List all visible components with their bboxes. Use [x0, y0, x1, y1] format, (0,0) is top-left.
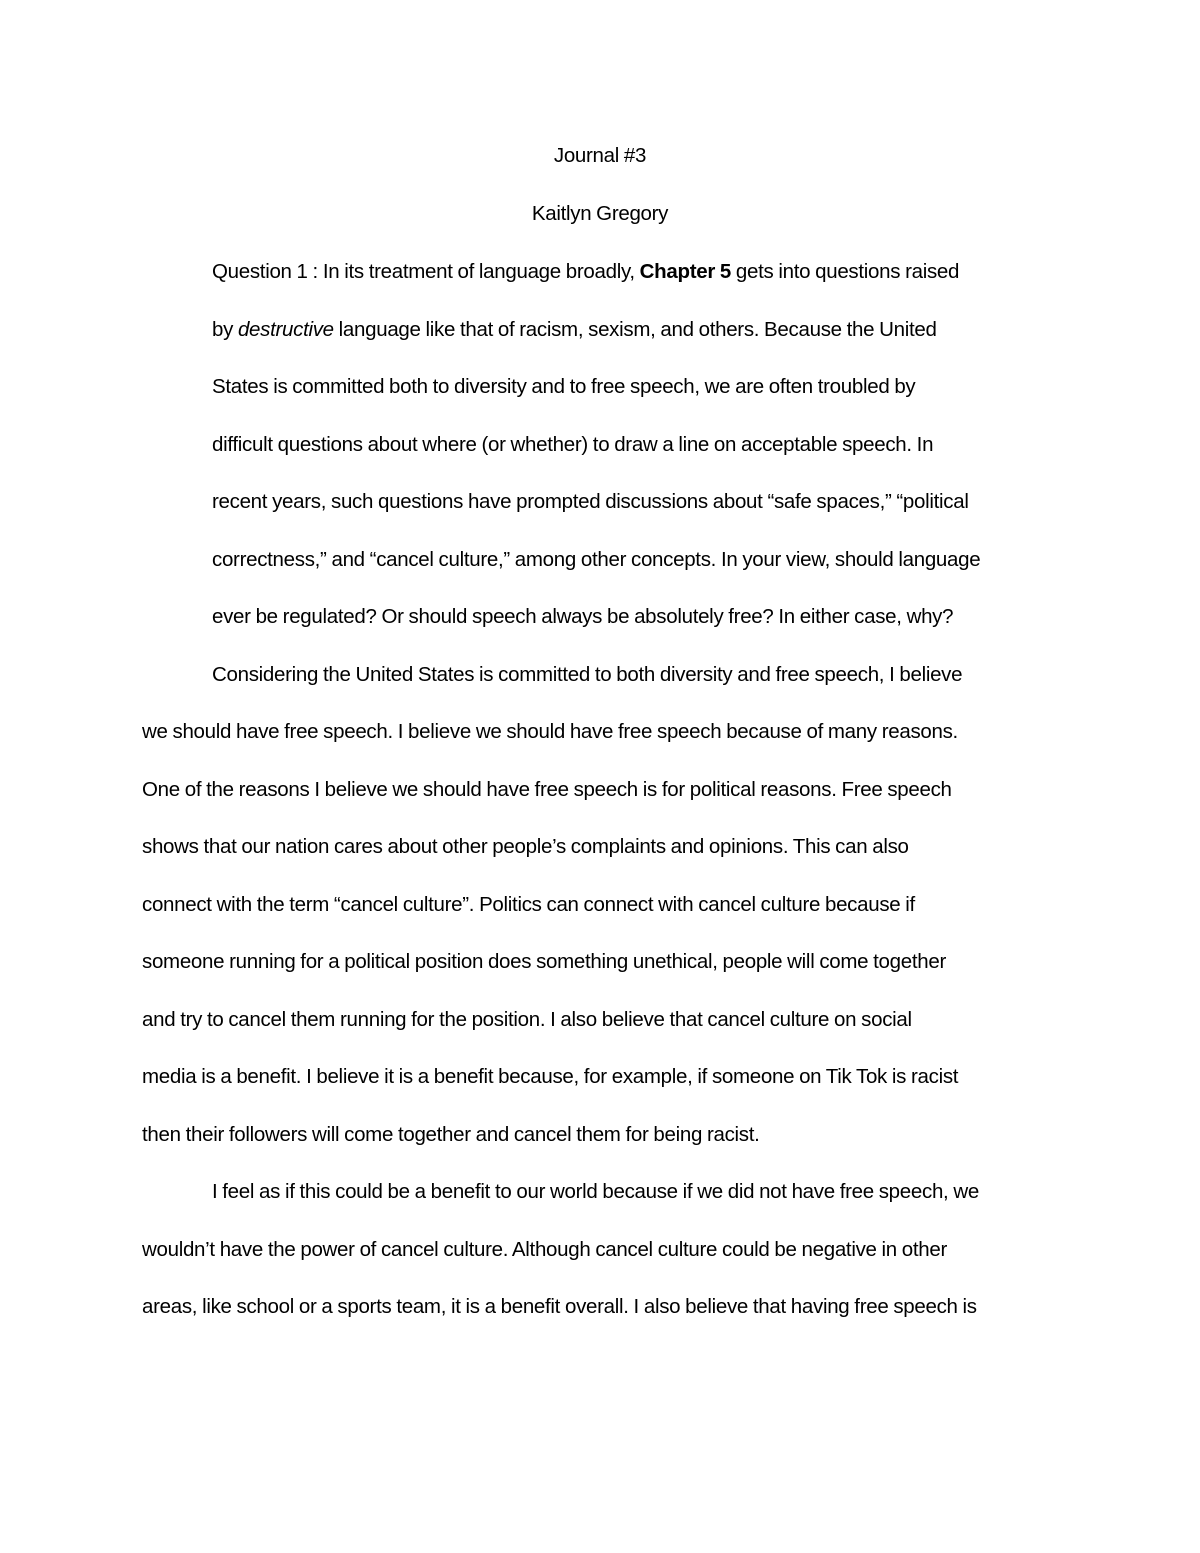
- question-line: [212, 258, 959, 286]
- question-line: States is committed both to diversity and to free speech, we are often troubled by: [212, 375, 916, 398]
- paragraph-line: media is a benefit. I believe it is a benefit because, for example, if someone on Tik Tok is racist: [142, 1065, 959, 1088]
- paragraph-line: Considering the United States is committed to both diversity and free speech, I believe: [212, 663, 963, 686]
- question-line: [212, 316, 937, 344]
- question-text: gets into questions raised: [731, 260, 960, 283]
- emphasized-word: destructive: [237, 318, 334, 341]
- question-text: language like that of racism, sexism, and others. Because the United: [333, 318, 937, 341]
- document-title: Journal #3: [553, 144, 647, 167]
- paragraph-line: areas, like school or a sports team, it is a benefit overall. I also believe that having free speech is: [142, 1295, 977, 1318]
- paragraph-line: connect with the term “cancel culture”. Politics can connect with cancel culture because if: [142, 893, 915, 916]
- question-line: correctness,” and “cancel culture,” among other concepts. In your view, should language: [212, 548, 981, 571]
- question-text: by: [212, 318, 238, 341]
- paragraph-line: then their followers will come together and cancel them for being racist.: [142, 1123, 760, 1146]
- paragraph-line: wouldn’t have the power of cancel culture. Although cancel culture could be negative in other: [142, 1238, 948, 1261]
- question-line: ever be regulated? Or should speech always be absolutely free? In either case, why?: [212, 605, 954, 628]
- author-name: Kaitlyn Gregory: [531, 202, 669, 225]
- paragraph-line: shows that our nation cares about other people’s complaints and opinions. This can also: [142, 835, 909, 858]
- paragraph-line: and try to cancel them running for the position. I also believe that cancel culture on social: [142, 1008, 912, 1031]
- question-text: Question 1 : In its treatment of language broadly,: [212, 260, 640, 283]
- paragraph-line: One of the reasons I believe we should have free speech is for political reasons. Free speech: [142, 778, 952, 801]
- question-line: recent years, such questions have prompted discussions about “safe spaces,” “political: [212, 490, 969, 513]
- paragraph-line: we should have free speech. I believe we should have free speech because of many reasons.: [142, 720, 958, 743]
- paragraph-line: I feel as if this could be a benefit to our world because if we did not have free speech, we: [212, 1180, 979, 1203]
- chapter-reference: Chapter 5: [639, 260, 732, 283]
- question-line: difficult questions about where (or whether) to draw a line on acceptable speech. In: [212, 433, 934, 456]
- paragraph-line: someone running for a political position does something unethical, people will come together: [142, 950, 946, 973]
